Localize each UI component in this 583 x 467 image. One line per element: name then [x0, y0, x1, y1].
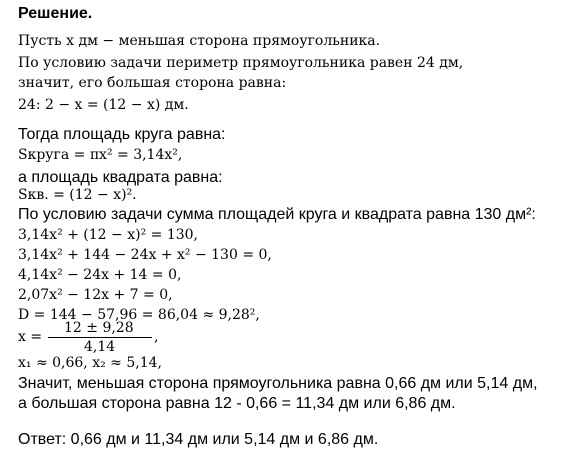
line-let-x: Пусть x дм − меньшая сторона прямоугольника. — [18, 33, 381, 49]
fraction-numerator: 12 ± 9,28 — [64, 320, 134, 336]
fraction-lhs: x = — [18, 329, 43, 345]
line-sum-condition: По условию задачи сумма площадей круга и квадрата равна 130 дм²: — [18, 206, 536, 223]
fraction-bar — [48, 337, 152, 338]
line-larger-side-expression: 24: 2 − x = (12 − x) дм. — [18, 97, 189, 113]
equation-step-2: 3,14x² + 144 − 24x + x² − 130 = 0, — [18, 247, 272, 263]
line-square-area-intro: а площадь квадрата равна: — [18, 169, 223, 186]
conclusion-larger-side: а большая сторона равна 12 - 0,66 = 11,34 дм или 6,86 дм. — [18, 395, 456, 412]
discriminant-line: D = 144 − 57,96 = 86,04 ≈ 9,28², — [18, 307, 260, 323]
fraction-denominator: 4,14 — [84, 339, 116, 355]
roots-fraction — [18, 320, 218, 355]
solution-heading: Решение. — [18, 5, 93, 22]
equation-step-3: 4,14x² − 24x + 14 = 0, — [18, 267, 182, 283]
answer-line: Ответ: 0,66 дм и 11,34 дм или 5,14 дм и 6,86 дм. — [18, 431, 379, 448]
conclusion-smaller-side: Значит, меньшая сторона прямоугольника равна 0,66 дм или 5,14 дм, — [18, 375, 538, 392]
roots-values: x₁ ≈ 0,66, x₂ ≈ 5,14, — [18, 355, 162, 371]
fraction-trailing-comma: , — [154, 329, 159, 345]
line-circle-area-intro: Тогда площадь круга равна: — [18, 126, 226, 143]
line-circle-area-formula: Sкруга = πx² = 3,14x², — [18, 147, 183, 163]
line-square-area-formula: Sкв. = (12 − x)². — [18, 187, 137, 203]
line-perimeter-condition: По условию задачи периметр прямоугольника равен 24 дм, — [18, 55, 464, 71]
line-so-larger-side: значит, его большая сторона равна: — [18, 75, 287, 91]
equation-step-4: 2,07x² − 12x + 7 = 0, — [18, 287, 173, 303]
equation-step-1: 3,14x² + (12 − x)² = 130, — [18, 227, 198, 243]
